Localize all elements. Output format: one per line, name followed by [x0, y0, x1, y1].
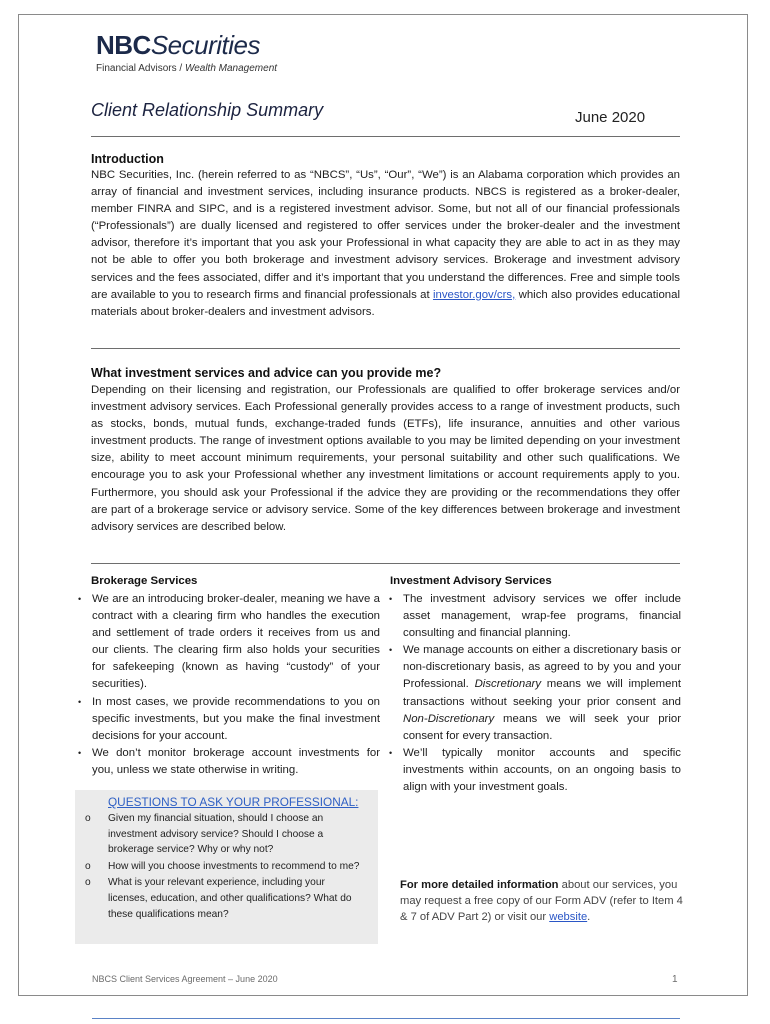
nbc-securities-logo: NBCSecurities [96, 30, 260, 60]
document-date: June 2020 [575, 109, 646, 126]
divider [91, 563, 680, 564]
footer-text: NBCS Client Services Agreement – June 2020 [92, 974, 278, 984]
list-item: • We manage accounts on either a discretionary basis or non-discretionary basis, as agreed to by you and your Professional. Discretionary means we will implement transactions without seeking your prior consent and Non-Discretionary means we will seek your prior consent for every transaction. [389, 642, 681, 745]
logo-tagline: Financial Advisors / Wealth Management [96, 63, 278, 74]
introduction-paragraph: NBC Securities, Inc. (herein referred to as “NBCS”, “Us”, “Our”, “We”) is an Alabama corporation which provides an array of financial and investment services, including insurance products. NBCS is registered as a broker-dealer, member FINRA and SIPC, and is a registered investment advisor. Some, but not all of our financial professionals (“Professionals”) are dually licensed and registered to offer services under the broker-dealer and the investment advisor, therefore it’s important that you ask your Professional in what capacity they are able to act in as they may not be able to offer you both brokerage and investment advisory services. Brokerage and investment advisory services and the fees associated, differ and it’s important that you understand the differences. Free and simple tools are available to you to research firms and financial professionals at investor.gov/crs, which also provides educational materials about broker-dealers and investment advisors. [91, 169, 680, 318]
question-item: o Given my financial situation, should I choose an investment advisory service? Should I choose a brokerage service? Why or why not? [85, 813, 324, 856]
divider [91, 136, 680, 137]
list-item: • We’ll typically monitor accounts and specific investments within accounts, on an ongoing basis to align with your investment goals. [389, 745, 681, 796]
brokerage-services-list [78, 591, 380, 779]
list-item: • We don’t monitor brokerage account investments for you, unless we state otherwise in writing. [78, 745, 380, 779]
list-item: • We are an introducing broker-dealer, meaning we have a contract with a clearing firm who handles the execution and settlement of trade orders it receives from us and our clients. The clearing firm also holds your securities for safekeeping (known as having “custody” of your securities). [78, 591, 380, 694]
services-paragraph: Depending on their licensing and registration, our Professionals are qualified to offer brokerage services and/or investment advisory services. Each Professional generally provides access to a range of investment products, such as stocks, bonds, mutual funds, exchange-traded funds (ETFs), life insurance, annuities and other various investment products. The range of investment options available to you may be limited depending on your investment size, ability to meet account minimum requirements, your personal suitability and other such qualifications. We encourage you to ask your Professional whether any investment limitations or account requirements apply to you. Furthermore, you should ask your Professional if the advice they are providing or the recommendations they offer are part of a brokerage service or advisory service. Some of the key differences between brokerage and investment advisory services are described below. [91, 384, 680, 533]
divider [91, 348, 680, 349]
questions-title: QUESTIONS TO ASK YOUR PROFESSIONAL: [108, 795, 359, 809]
investor-gov-link[interactable]: investor.gov/crs, [432, 288, 516, 301]
page-number: 1 [672, 974, 678, 985]
list-item: • The investment advisory services we offer include asset management, wrap-fee programs, financial consulting and financial planning. [389, 591, 681, 642]
brokerage-services-heading: Brokerage Services [91, 575, 198, 587]
page-title: Client Relationship Summary [91, 100, 324, 120]
more-information-note: For more detailed information about our services, you may request a free copy of our Form ADV (refer to Item 4 & 7 of ADV Part 2) or visit our website. [400, 879, 683, 923]
divider [92, 1018, 680, 1019]
introduction-heading: Introduction [91, 152, 164, 166]
questions-box [75, 790, 378, 944]
website-link[interactable]: website [549, 911, 588, 923]
advisory-services-heading: Investment Advisory Services [390, 575, 552, 587]
services-heading: What investment services and advice can you provide me? [91, 366, 442, 380]
questions-list [85, 811, 365, 922]
question-item: o How will you choose investments to recommend to me? [85, 860, 360, 872]
advisory-services-list [389, 591, 681, 796]
question-item: o What is your relevant experience, including your licenses, education, and other qualifications? What do these qualifications mean? [85, 877, 352, 920]
list-item: • In most cases, we provide recommendations to you on specific investments, but you make the final investment decisions for your account. [78, 694, 380, 745]
